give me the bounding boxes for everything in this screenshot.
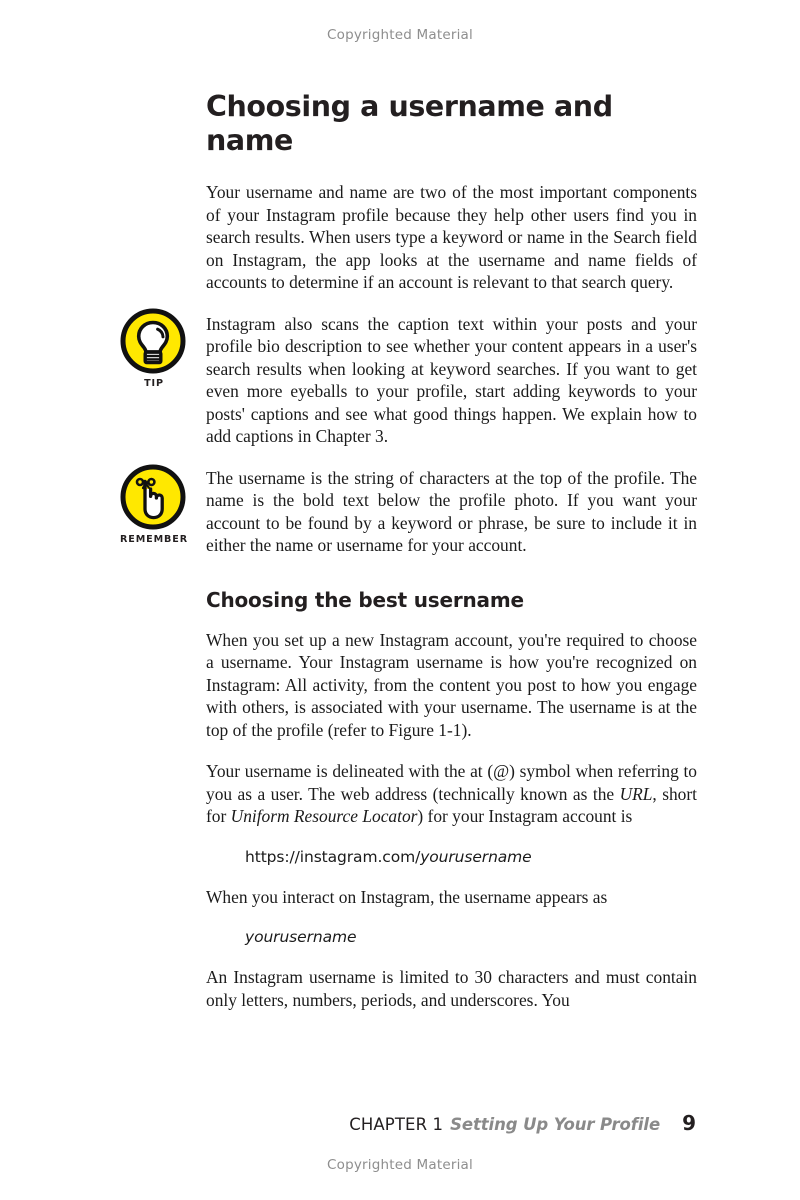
- paragraph-intro: Your username and name are two of the most important components of your Instagram profile because they help other users find you in search results. When users type a keyword or name in the Search field on Instagram, the app looks at the username and name fields of accounts to determine if an account is relevant to that search query.: [206, 182, 697, 292]
- remember-icon-block: [119, 463, 189, 545]
- page-footer: [0, 1111, 800, 1135]
- remember-icon-label: REMEMBER: [119, 534, 189, 545]
- paragraph-url-definition: [206, 760, 697, 828]
- url-abbrev-italic: URL: [619, 783, 653, 804]
- tip-icon-label: TIP: [144, 378, 164, 389]
- tip-icon: [119, 307, 187, 375]
- url-text-part-2: , short for: [206, 783, 697, 826]
- url-text-part-1: Your username is delineated with the at (@) symbol when referring to you as a user. The web address (technically known as the: [206, 761, 697, 804]
- paragraph-appears-as: When you interact on Instagram, the username appears as: [206, 886, 608, 907]
- page-title: Choosing a username and name: [206, 90, 613, 157]
- paragraph-username-limit: An Instagram username is limited to 30 characters and must contain only letters, numbers, periods, and underscores. You: [206, 967, 697, 1010]
- watermark-top: Copyrighted Material: [327, 27, 473, 43]
- section-heading: Choosing the best username: [206, 587, 524, 612]
- paragraph-remember: The username is the string of characters at the top of the profile. The name is the bold text below the profile photo. If you want your account to be found by a keyword or phrase, be sure to include it in either the name or username for your account.: [206, 467, 697, 555]
- code-username-placeholder: yourusername: [245, 928, 357, 946]
- remember-icon: [119, 463, 187, 531]
- page-number: 9: [682, 1111, 696, 1135]
- footer-chapter-title: Setting Up Your Profile: [450, 1115, 661, 1134]
- url-expansion-italic: Uniform Resource Locator: [230, 806, 418, 826]
- code-url-placeholder: yourusername: [420, 847, 532, 866]
- paragraph-tip: Instagram also scans the caption text within your posts and your profile bio description to see whether your content appears in a user's search results when looking at keyword searches. If you want to get even more eyeballs to your profile, start adding keywords to your posts' captions and see what good things happen. We explain how to add captions in Chapter 3.: [206, 313, 697, 446]
- paragraph-best-username: When you set up a new Instagram account, you're required to choose a username. Your Instagram username is how you're recognized on Instagram: All activity, from the content you post to how you engage with others, is associated with your username. The username is at the top of the profile (refer to Figure 1-1).: [206, 629, 697, 740]
- url-text-part-3: ) for your Instagram account is: [417, 806, 633, 826]
- tip-icon-block: [119, 307, 189, 389]
- code-url-prefix: https://instagram.com/: [245, 847, 421, 866]
- content-column: [206, 90, 697, 1011]
- code-sample-username: [206, 927, 697, 947]
- code-sample-url: [206, 847, 697, 867]
- watermark-bottom: Copyrighted Material: [327, 1157, 473, 1173]
- footer-chapter-label: CHAPTER 1: [349, 1115, 444, 1134]
